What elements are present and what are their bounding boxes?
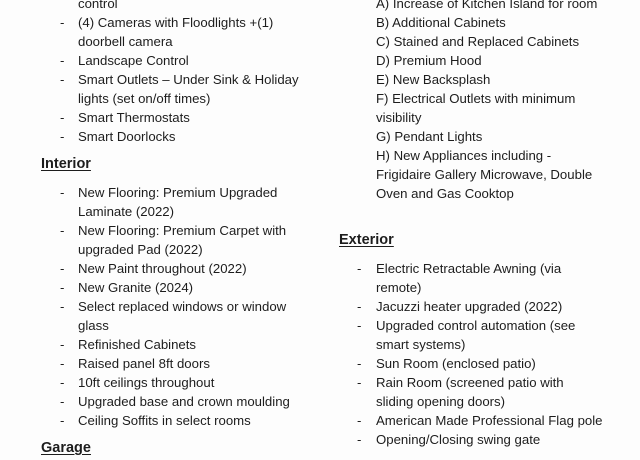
list-item-text: Raised panel 8ft doors xyxy=(78,356,210,371)
exterior-heading: Exterior xyxy=(339,232,394,248)
list-bullet: - xyxy=(60,337,65,352)
list-bullet: - xyxy=(60,15,65,30)
list-item-text: Sun Room (enclosed patio) xyxy=(376,356,536,371)
list-bullet: - xyxy=(60,394,65,409)
list-item-text: New Flooring: Premium Carpet with xyxy=(78,223,287,238)
list-item-text: lights (set on/off times) xyxy=(78,91,211,106)
list-item-text: Smart Outlets – Under Sink & Holiday xyxy=(78,72,299,87)
list-item-text: A) Increase of Kitchen Island for room xyxy=(376,0,598,11)
list-bullet: - xyxy=(357,261,362,276)
list-bullet: - xyxy=(60,375,65,390)
list-item-text: H) New Appliances including - xyxy=(376,148,552,163)
list-item-text: E) New Backsplash xyxy=(376,72,491,87)
list-bullet: - xyxy=(357,356,362,371)
list-bullet: - xyxy=(60,413,65,428)
list-item-text: New Paint throughout (2022) xyxy=(78,261,247,276)
list-bullet: - xyxy=(357,413,362,428)
list-item-text: visibility xyxy=(376,110,422,125)
interior-heading: Interior xyxy=(41,156,91,172)
list-item-text: C) Stained and Replaced Cabinets xyxy=(376,34,580,49)
list-item-text: Jacuzzi heater upgraded (2022) xyxy=(376,299,563,314)
garage-heading: Garage xyxy=(41,440,91,456)
list-item-text: glass xyxy=(78,318,109,333)
list-bullet: - xyxy=(60,53,65,68)
list-item-text: American Made Professional Flag pole xyxy=(376,413,603,428)
list-item-text: Landscape Control xyxy=(78,53,189,68)
list-item-text: Oven and Gas Cooktop xyxy=(376,186,514,201)
list-item-text: 10ft ceilings throughout xyxy=(78,375,215,390)
list-bullet: - xyxy=(60,129,65,144)
list-item-text: remote) xyxy=(376,280,422,295)
list-item-text: G) Pendant Lights xyxy=(376,129,483,144)
list-item-text: sliding opening doors) xyxy=(376,394,506,409)
list-item-text: smart systems) xyxy=(376,337,466,352)
list-item-text: Upgraded base and crown moulding xyxy=(78,394,290,409)
list-bullet: - xyxy=(357,299,362,314)
list-item-text: Laminate (2022) xyxy=(78,204,175,219)
list-item-text: Smart Thermostats xyxy=(78,110,190,125)
list-item-text: Rain Room (screened patio with xyxy=(376,375,564,390)
list-item-text: F) Electrical Outlets with minimum xyxy=(376,91,576,106)
list-bullet: - xyxy=(357,375,362,390)
list-bullet: - xyxy=(60,356,65,371)
list-item-text: Refinished Cabinets xyxy=(78,337,197,352)
list-item-text: doorbell camera xyxy=(78,34,173,49)
list-item-text: New Granite (2024) xyxy=(78,280,194,295)
list-item-text: Smart Doorlocks xyxy=(78,129,176,144)
list-item-text: (4) Cameras with Floodlights +(1) xyxy=(78,15,274,30)
list-bullet: - xyxy=(60,261,65,276)
list-item-text: Opening/Closing swing gate xyxy=(376,432,541,447)
list-item-text: B) Additional Cabinets xyxy=(376,15,506,30)
list-item-text: D) Premium Hood xyxy=(376,53,482,68)
list-item-text: New Flooring: Premium Upgraded xyxy=(78,185,278,200)
control-continuation: control xyxy=(78,0,118,11)
list-bullet: - xyxy=(60,110,65,125)
list-item-text: Electric Retractable Awning (via xyxy=(376,261,562,276)
list-item-text: Select replaced windows or window xyxy=(78,299,287,314)
list-bullet: - xyxy=(60,280,65,295)
list-bullet: - xyxy=(60,299,65,314)
list-bullet: - xyxy=(60,185,65,200)
list-bullet: - xyxy=(357,318,362,333)
list-item-text: upgraded Pad (2022) xyxy=(78,242,203,257)
list-item-text: Ceiling Soffits in select rooms xyxy=(78,413,251,428)
list-bullet: - xyxy=(60,72,65,87)
list-bullet: - xyxy=(357,432,362,447)
list-item-text: Upgraded control automation (see xyxy=(376,318,576,333)
list-bullet: - xyxy=(60,223,65,238)
list-item-text: Frigidaire Gallery Microwave, Double xyxy=(376,167,593,182)
